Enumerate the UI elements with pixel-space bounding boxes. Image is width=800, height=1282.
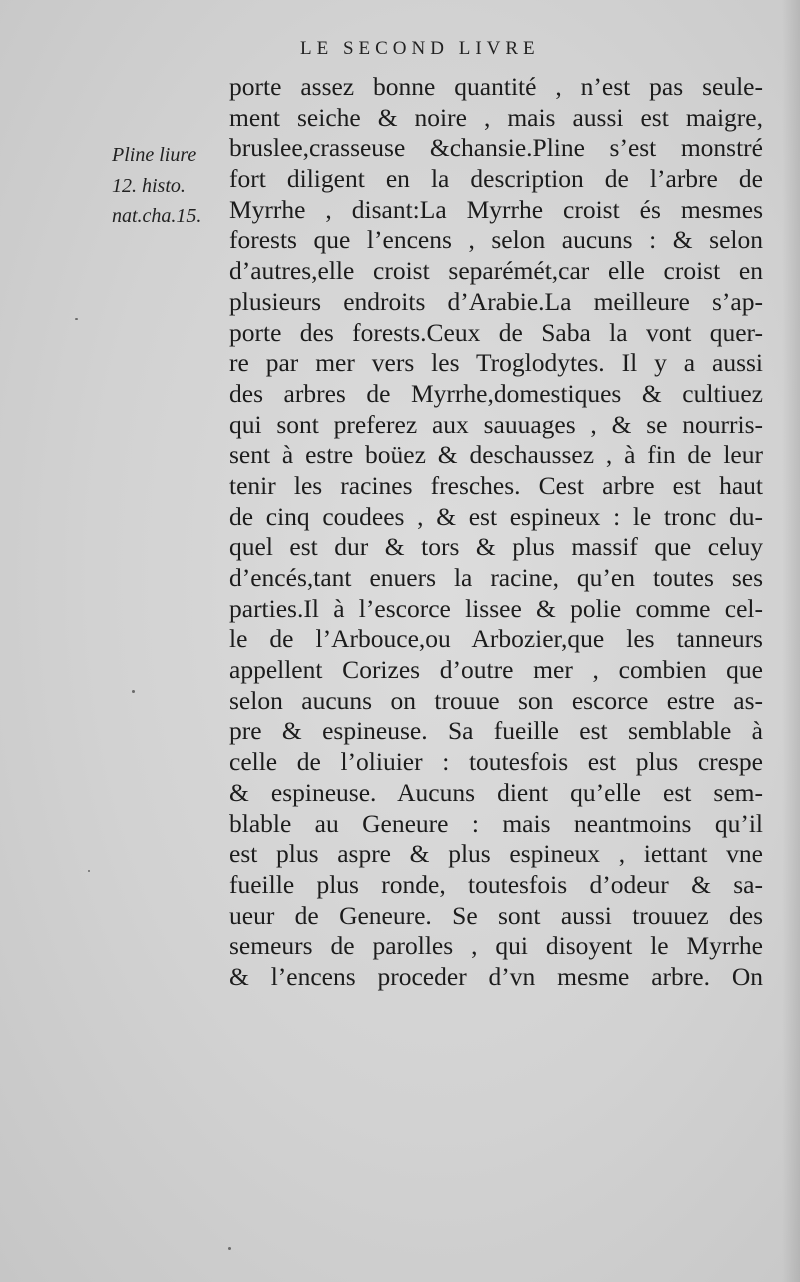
text-line: fort diligent en la description de l’arbre de [229,164,763,194]
text-line: parties.Il à l’escorce lissee & polie comme cel- [229,593,763,623]
margin-note-line: nat.cha.15. [112,205,202,228]
text-line: est plus aspre & plus espineux , iettant vne [229,839,763,869]
text-line: ment seiche & noire , mais aussi est maigre, [229,102,763,132]
text-line: bruslee,crasseuse &chansie.Pline s’est monstré [229,133,763,163]
text-line: pre & espineuse. Sa fueille est semblable à [229,716,763,746]
text-line: des arbres de Myrrhe,domestiques & cultiuez [229,378,763,408]
text-line: quel est dur & tors & plus massif que celuy [229,532,763,562]
text-line: le de l’Arbouce,ou Arbozier,que les tanneurs [229,624,763,654]
text-line: ueur de Geneure. Se sont aussi trouuez des [229,900,763,930]
text-line: Myrrhe , disant:La Myrrhe croist és mesmes [229,194,763,224]
margin-note-line: 12. histo. [112,174,186,197]
text-line: de cinq coudees , & est espineux : le tronc du- [229,501,763,531]
text-line: qui sont preferez aux sauuages , & se nourris- [229,409,763,439]
text-line: appellent Corizes d’outre mer , combien que [229,655,763,685]
margin-note-line: Pline liure [112,144,197,166]
margin-note [112,140,230,232]
text-line: sent à estre boüez & deschaussez , à fin de leur [229,440,763,470]
text-line: porte assez bonne quantité , n’est pas seule- [229,72,763,101]
text-line: selon aucuns on trouue son escorce estre as- [229,685,763,715]
text-line: fueille plus ronde, toutesfois d’odeur & sa- [229,869,763,899]
text-line: blable au Geneure : mais neantmoins qu’il [229,808,763,838]
text-line: plusieurs endroits d’Arabie.La meilleure s’ap- [229,286,763,316]
text-line: celle de l’oliuier : toutesfois est plus crespe [229,747,763,777]
running-head: LE SECOND LIVRE [300,38,540,59]
text-line: d’autres,elle croist separémét,car elle croist en [229,256,763,286]
text-line: & espineuse. Aucuns dient qu’elle est sem- [229,777,763,807]
text-line: re par mer vers les Troglodytes. Il y a aussi [229,348,763,378]
text-line: forests que l’encens , selon aucuns : & selon [229,225,763,255]
text-line: & l’encens proceder d’vn mesme arbre. On [229,961,763,991]
text-line: d’encés,tant enuers la racine, qu’en toutes ses [229,563,763,592]
text-line: porte des forests.Ceux de Saba la vont quer- [229,317,763,347]
text-line: semeurs de parolles , qui disoyent le Myrrhe [229,931,763,961]
body-text [229,72,763,993]
text-line: tenir les racines fresches. Cest arbre est haut [229,470,763,500]
